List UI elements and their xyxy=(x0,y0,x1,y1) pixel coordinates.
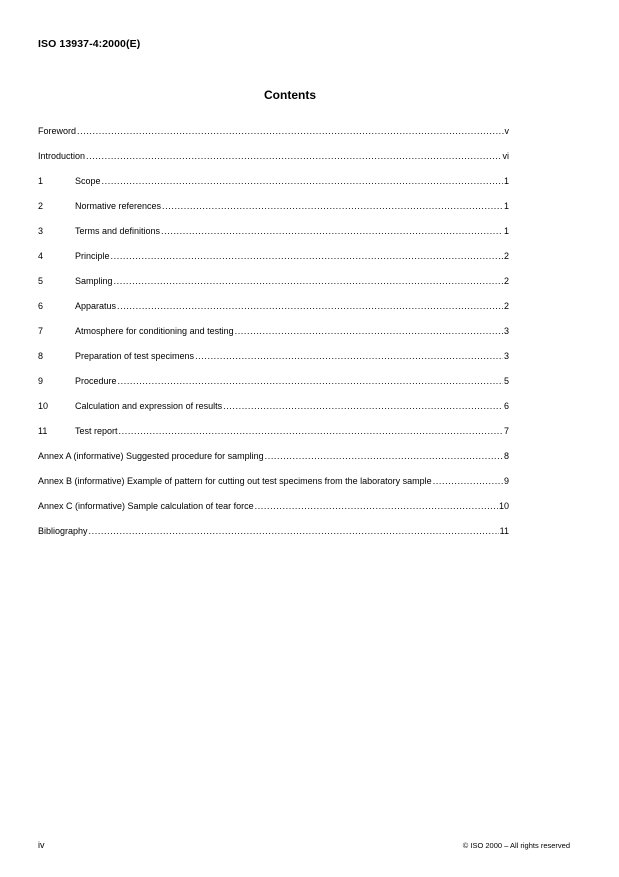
toc-entry-normative-references[interactable] xyxy=(38,201,509,226)
toc-leader-dots xyxy=(255,501,498,512)
toc-leader-dots xyxy=(118,376,503,387)
toc-entry-text: Foreword xyxy=(38,126,77,136)
toc-entry-page: 2 xyxy=(503,301,509,311)
toc-entry-bibliography[interactable] xyxy=(38,526,509,551)
toc-entry-page: 10 xyxy=(498,501,509,511)
toc-leader-dots xyxy=(102,176,503,187)
toc-entry-text: Scope xyxy=(75,176,101,186)
toc-entry-text: Annex B (informative) Example of pattern for cutting out test specimens from the laboratory sample xyxy=(38,476,432,486)
toc-leader-dots xyxy=(86,151,501,162)
toc-entry-apparatus[interactable] xyxy=(38,301,509,326)
toc-entry-calculation[interactable] xyxy=(38,401,509,426)
toc-leader-dots xyxy=(77,126,503,137)
toc-entry-annex-c[interactable] xyxy=(38,501,509,526)
toc-leader-dots xyxy=(117,301,503,312)
document-id: ISO 13937-4:2000(E) xyxy=(38,38,141,50)
toc-leader-dots xyxy=(114,276,503,287)
footer-page-number: iv xyxy=(38,840,45,850)
toc-entry-principle[interactable] xyxy=(38,251,509,276)
toc-entry-number: 10 xyxy=(38,401,49,411)
toc-entry-preparation[interactable] xyxy=(38,351,509,376)
toc-entry-page: 2 xyxy=(503,276,509,286)
toc-entry-page: 1 xyxy=(503,176,509,186)
toc-entry-page: vi xyxy=(502,151,509,161)
toc-entry-text: Introduction xyxy=(38,151,86,161)
toc-entry-annex-b[interactable] xyxy=(38,476,509,501)
footer-copyright: © ISO 2000 – All rights reserved xyxy=(462,841,570,850)
toc-entry-page: 2 xyxy=(503,251,509,261)
toc-entry-page: 9 xyxy=(503,476,509,486)
toc-entry-page: 1 xyxy=(503,201,509,211)
toc-leader-dots xyxy=(162,201,503,212)
toc-entry-number: 2 xyxy=(38,201,44,211)
toc-entry-text: Annex C (informative) Sample calculation of tear force xyxy=(38,501,254,511)
toc-entry-number: 6 xyxy=(38,301,44,311)
toc-entry-number: 9 xyxy=(38,376,44,386)
toc-entry-number: 7 xyxy=(38,326,44,336)
toc-entry-text: Bibliography xyxy=(38,526,88,536)
toc-entry-page: 6 xyxy=(503,401,509,411)
toc-entry-scope[interactable] xyxy=(38,176,509,201)
toc-entry-text: Procedure xyxy=(75,376,117,386)
toc-entry-page: 7 xyxy=(503,426,509,436)
toc-entry-text: Atmosphere for conditioning and testing xyxy=(75,326,234,336)
toc-entry-text: Test report xyxy=(75,426,118,436)
toc-entry-procedure[interactable] xyxy=(38,376,509,401)
toc-entry-text: Principle xyxy=(75,251,110,261)
toc-entry-text: Terms and definitions xyxy=(75,226,161,236)
toc-entry-page: v xyxy=(504,126,509,136)
toc-leader-dots xyxy=(195,351,503,362)
toc-entry-page: 3 xyxy=(503,326,509,336)
toc-entry-terms-and-definitions[interactable] xyxy=(38,226,509,251)
toc-entry-introduction[interactable] xyxy=(38,151,509,176)
toc-entry-page: 11 xyxy=(499,526,509,536)
toc-entry-text: Annex A (informative) Suggested procedure for sampling xyxy=(38,451,264,461)
toc-entry-text: Apparatus xyxy=(75,301,117,311)
toc-entry-number: 1 xyxy=(38,176,44,186)
toc-leader-dots xyxy=(119,426,503,437)
toc-entry-annex-a[interactable] xyxy=(38,451,509,476)
toc-entry-page: 3 xyxy=(503,351,509,361)
toc-entry-text: Calculation and expression of results xyxy=(75,401,223,411)
toc-entry-text: Preparation of test specimens xyxy=(75,351,195,361)
toc-leader-dots xyxy=(265,451,503,462)
toc-entry-foreword[interactable] xyxy=(38,126,509,151)
toc-entry-page: 8 xyxy=(503,451,509,461)
toc-entry-text: Normative references xyxy=(75,201,162,211)
toc-entry-test-report[interactable] xyxy=(38,426,509,451)
toc-leader-dots xyxy=(433,476,503,487)
table-of-contents xyxy=(38,126,509,551)
toc-entry-page: 1 xyxy=(503,226,509,236)
toc-leader-dots xyxy=(235,326,503,337)
toc-leader-dots xyxy=(161,226,503,237)
toc-leader-dots xyxy=(111,251,503,262)
toc-entry-number: 4 xyxy=(38,251,44,261)
contents-title: Contents xyxy=(264,88,316,102)
toc-entry-number: 5 xyxy=(38,276,44,286)
toc-entry-number: 8 xyxy=(38,351,44,361)
toc-entry-atmosphere[interactable] xyxy=(38,326,509,351)
toc-entry-number: 11 xyxy=(38,426,48,436)
toc-leader-dots xyxy=(223,401,503,412)
toc-entry-sampling[interactable] xyxy=(38,276,509,301)
toc-entry-number: 3 xyxy=(38,226,44,236)
toc-entry-text: Sampling xyxy=(75,276,113,286)
toc-entry-page: 5 xyxy=(503,376,509,386)
toc-leader-dots xyxy=(89,526,499,537)
